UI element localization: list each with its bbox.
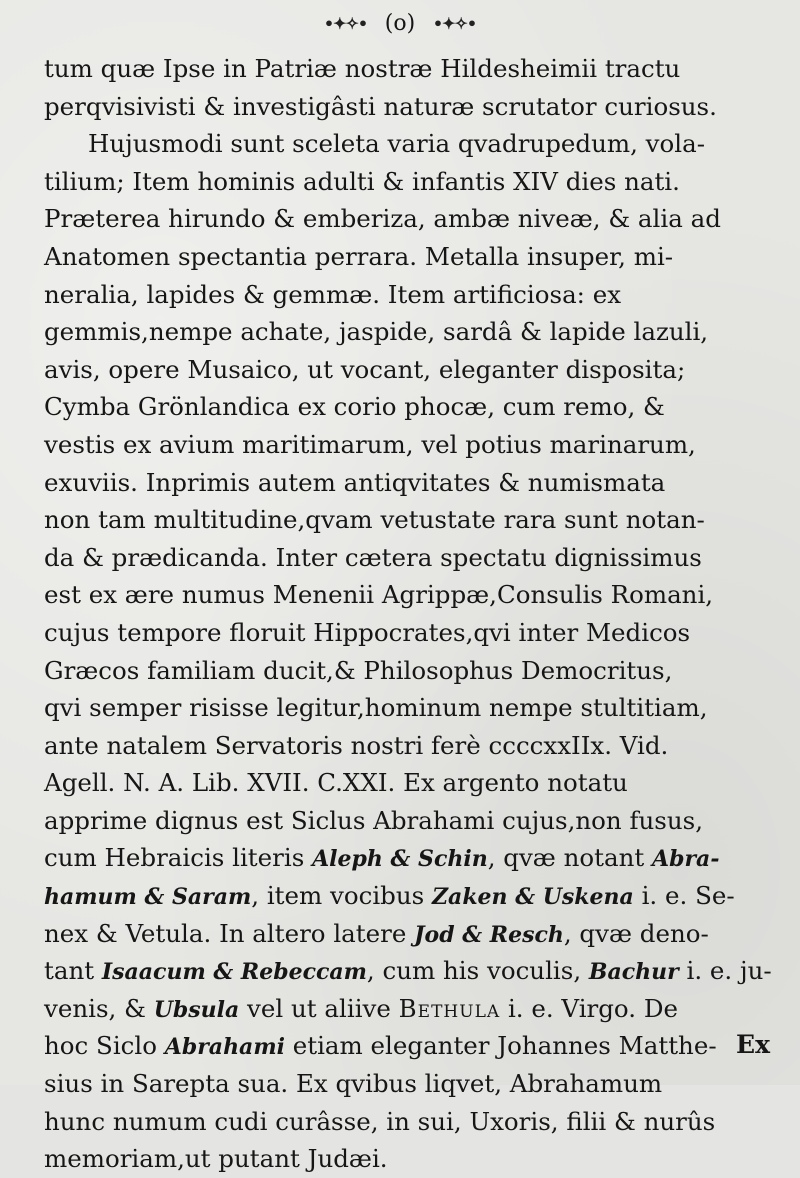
text-line: neralia, lapides & gemmæ. Item artificiosa: ex [44,279,622,309]
text-line [44,915,784,953]
text-line: Hujusmodi sunt sceleta varia qvadrupedum, vola- [88,129,705,159]
text-line: gemmis,nempe achate, jaspide, sardâ & lapide lazuli, [44,317,709,347]
text-line: Anatomen spectantia perrara. Metalla insuper, mi- [44,241,674,271]
text-line: Agell. N. A. Lib. XVII. C.XXI. Ex argento notatu [44,768,628,798]
text-line: Cymba Grönlandica ex corio phocæ, cum remo, & [44,392,665,422]
line-segment: cum Hebraicis literis [44,843,313,873]
ornament-left-icon: •✦✧• [323,14,368,33]
ornament-right-icon: •✦✧• [432,14,477,33]
italic-term: Abra- [652,846,720,873]
line-segment: vel ut aliive [239,993,399,1023]
catchword: Ex [736,1030,770,1059]
text-line: perqvisivisti & investigâsti naturæ scrutator curiosus. [44,91,717,121]
text-line: Græcos familiam ducit,& Philosophus Democritus, [44,655,673,685]
line-segment: tant [44,956,102,986]
text-line: exuviis. Inprimis autem antiqvitates & numismata [44,467,666,497]
text-line [44,877,784,915]
text-line [44,839,784,877]
text-line: memoriam,ut putant Judæi. [44,1144,388,1174]
text-line: avis, opere Musaico, ut vocant, eleganter dispositа; [44,354,686,384]
text-line: vestis ex avium maritimarum, vel potius marinarum, [44,429,696,459]
text-line: apprime dignus est Siclus Abrahami cujus,non fusus, [44,805,704,835]
italic-term: Bachur [588,959,679,986]
line-segment: nex & Vetula. In altero latere [44,918,415,948]
italic-term: Abrahami [164,1034,285,1061]
italic-term: Jod & Resch [414,921,564,948]
italic-term: Ubsula [153,996,240,1023]
text-line: cujus tempore floruit Hippocrates,qvi inter Medicos [44,617,691,647]
line-segment: i. e. ju- [678,956,772,986]
line-segment: i. e. Se- [633,881,735,911]
line-segment: etiam eleganter Johannes Matthe- [284,1031,717,1061]
text-line: Præterea hirundo & emberiza, ambæ niveæ, & alia ad [44,204,721,234]
page-header [0,10,800,37]
text-line: ante natalem Servatoris nostri ferè ccccxxIIx. Vid. [44,730,669,760]
text-line [44,952,784,990]
text-line [44,1027,784,1065]
text-line: non tam multitudine,qvam vetustate rara sunt notan- [44,505,705,535]
line-segment: , qvæ notant [487,843,653,873]
text-line: da & prædicanda. Inter cætera spectatu dignissimus [44,542,702,572]
line-segment: i. e. Virgo. De [500,993,678,1023]
line-segment: , qvæ deno- [563,918,709,948]
italic-term: Aleph & Schin [312,846,488,873]
small-caps-term: Bethula [398,993,501,1023]
italic-term: Isaacum & Rebeccam [101,959,367,986]
line-segment: hoc Siclo [44,1031,165,1061]
text-line: sius in Sarepta sua. Ex qvibus liqvet, Abrahamum [44,1069,663,1099]
text-line: qvi semper risisse legitur,hominum nempe stultitiam, [44,693,708,723]
body-text [44,50,784,1178]
text-line [44,990,784,1028]
text-line: est ex ære numus Menenii Agrippæ,Consulis Romani, [44,580,714,610]
page-number: (o) [384,11,416,36]
italic-term: Zaken & Uskena [432,884,634,911]
text-line: tilium; Item hominis adulti & infantis XIV dies nati. [44,166,680,196]
line-segment: venis, & [44,993,154,1023]
text-line: hunc numum cudi curâsse, in sui, Uxoris, filii & nurûs [44,1106,716,1136]
line-segment: , cum his voculis, [366,956,589,986]
text-line: tum quæ Ipse in Patriæ nostræ Hildesheimii tractu [44,54,681,83]
italic-term: hamum & Saram [44,884,252,911]
line-segment: , item vocibus [251,881,432,911]
